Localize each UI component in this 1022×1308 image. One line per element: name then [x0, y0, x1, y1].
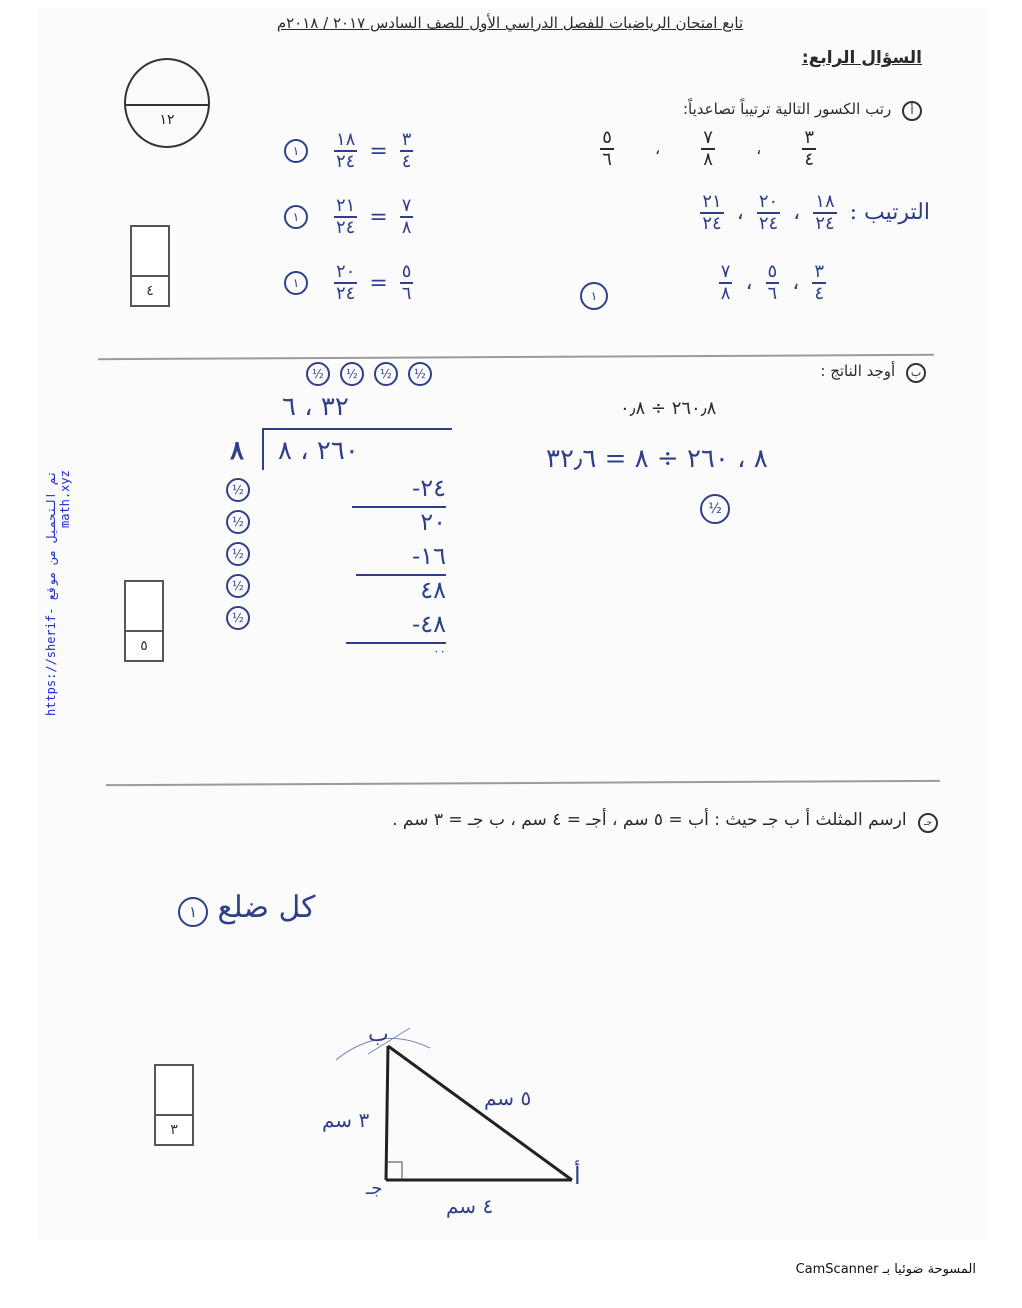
ordered-fraction: $\frac{٥}{٦}$	[767, 261, 778, 304]
part-a-work	[284, 118, 474, 316]
part-c-instruction: ارسم المثلث أ ب جـ حيث : أب = ٥ سم ، أجـ = ٤ سم ، ب جـ = ٣ سم .	[392, 810, 907, 830]
part-c-note-row: ١ كل ضلع	[178, 890, 315, 927]
question-title: السؤال الرابع:	[801, 48, 922, 68]
quotient: ٣٢ ، ٦	[282, 392, 349, 422]
total-score-oval	[124, 58, 210, 148]
part-a-instruction-row	[683, 100, 922, 121]
step: ١٦-	[356, 542, 446, 576]
step: ٠٠	[433, 644, 446, 658]
total-score: ١٢	[159, 112, 175, 128]
part-a-order-simple-row: $\frac{٣}{٤}$ ، $\frac{٥}{٦}$ ، $\frac{٧}{٨}$	[720, 261, 824, 304]
part-b-label: ب	[906, 363, 926, 383]
part-a-label: أ	[902, 101, 922, 121]
part-b-expression: ٢٦٠٫٨ ÷ ٠٫٨	[620, 398, 717, 419]
part-a-order-row: الترتيب : $\frac{١٨}{٢٤}$ ، $\frac{٢٠}{٢٤}$ ، $\frac{٢١}{٢٤}$	[702, 191, 930, 234]
step: ٢٤-	[352, 474, 446, 508]
vertex-left: جـ	[366, 1178, 383, 1199]
camscanner-footer: المسوحة ضوئيا بـ CamScanner	[795, 1262, 976, 1277]
part-b-score-box: ٥	[124, 580, 164, 662]
exam-title: تابع امتحان الرياضيات للفصل الدراسي الأول للصف السادس ٢٠١٧ / ٢٠١٨م	[276, 14, 744, 32]
order-label: الترتيب :	[849, 200, 930, 225]
ordered-fraction: $\frac{٢١}{٢٤}$	[702, 191, 722, 234]
work-row: ١ $\frac{٢١}{٢٤}$ = $\frac{٧}{٨}$	[284, 184, 474, 250]
part-a-given-fractions: $\frac{٣}{٤}$ ، $\frac{٧}{٨}$ ، $\frac{٥}{٦}$	[602, 127, 814, 170]
part-a-instruction: رتب الكسور التالية ترتيباً تصاعدياً:	[683, 100, 892, 118]
part-c-label: جـ	[918, 813, 938, 833]
part-b-instruction-row	[820, 362, 926, 383]
vertex-top: ب	[368, 1022, 389, 1047]
ordered-fraction: $\frac{١٨}{٢٤}$	[815, 191, 835, 234]
step: ٤٨	[420, 576, 446, 604]
part-b-answer: ٨ ، ٢٦٠ ÷ ٨ = ٣٢٫٦	[546, 444, 768, 474]
side-label-base: ٤ سم	[446, 1194, 494, 1218]
part-a-score-box: ٤	[130, 225, 170, 307]
given-fraction: $\frac{٣}{٤}$	[804, 127, 814, 170]
step-marks: ½ ½ ½ ½ ½	[226, 478, 256, 630]
ordered-fraction: $\frac{٣}{٤}$	[814, 261, 824, 304]
side-label-hyp: ٥ سم	[484, 1086, 532, 1110]
ordered-fraction: $\frac{٢٠}{٢٤}$	[758, 191, 779, 234]
divisor: ٨	[230, 436, 244, 466]
vertex-right: أ	[574, 1162, 581, 1190]
work-row: ١ $\frac{٢٠}{٢٤}$ = $\frac{٥}{٦}$	[284, 250, 474, 316]
division-steps	[276, 474, 446, 664]
quotient-marks: ½ ½ ½ ½	[306, 362, 436, 386]
answer-mark: ½	[700, 494, 730, 524]
part-c-score-box: ٣	[154, 1064, 194, 1146]
work-row: ١ $\frac{١٨}{٢٤}$ = $\frac{٣}{٤}$	[284, 118, 474, 184]
part-c-note: كل ضلع	[217, 890, 316, 925]
side-label-vertical: ٣ سم	[322, 1108, 370, 1132]
ordered-fraction: $\frac{٧}{٨}$	[720, 261, 731, 304]
step: ٢٠	[420, 508, 446, 536]
given-fraction: $\frac{٥}{٦}$	[602, 127, 612, 170]
site-url-watermark: تم التحميل من موقع https://sherif-math.xyz	[44, 470, 72, 716]
dividend: ٢٦٠ ، ٨	[278, 436, 359, 466]
part-c-instruction-row	[392, 810, 938, 833]
part-b-instruction: أوجد الناتج :	[820, 362, 896, 380]
step: ٤٨-	[346, 610, 446, 644]
order-mark: ١	[580, 282, 608, 310]
given-fraction: $\frac{٧}{٨}$	[703, 127, 713, 170]
